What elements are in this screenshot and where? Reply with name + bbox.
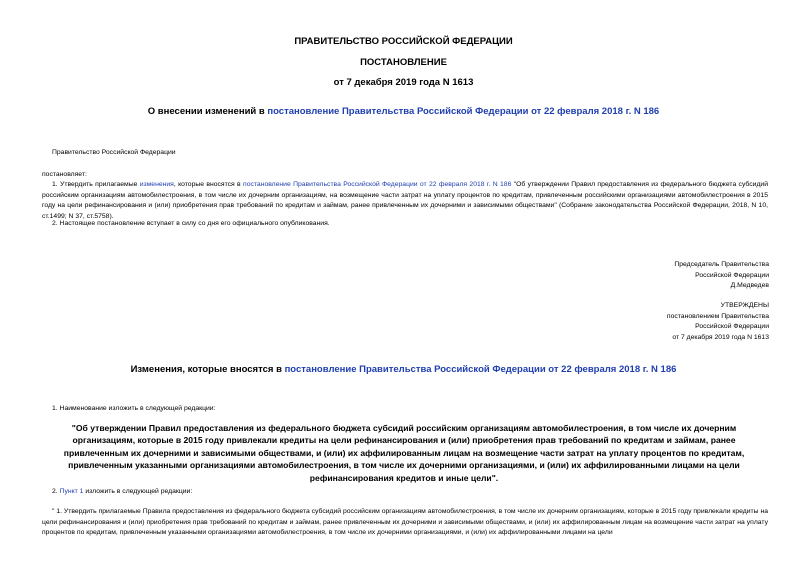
item-1 bbox=[42, 180, 768, 222]
point-1-link[interactable]: Пункт 1 bbox=[59, 488, 84, 495]
item-2: 2. Настоящее постановление вступает в силу со дня его официального опубликования. bbox=[52, 220, 330, 227]
signature-block bbox=[674, 260, 769, 292]
change-2-rest: изложить в следующей редакции: bbox=[83, 488, 193, 495]
new-name-quote: "Об утверждении Правил предоставления из федерального бюджета субсидий российским организациям автомобилестроения, в том числе их дочерним организациям, которые в 2015 году привлекали кредиты на цели рефинансирования и (или) приобретения прав требований по кредитам и займам, ранее привлеченным их дочерними и зависимыми обществами, и (или) их аффилированным лицам на возмещение части затрат на уплату процентов по кредитам, привлеченным указанными организациями автомобилестроения, в том числе их дочерними организациями, и (или) их аффилированными лицами на цели рефинансирования кредитов и иные цели". bbox=[63, 423, 745, 483]
title-prefix: О внесении изменений в bbox=[147, 106, 268, 117]
document-title bbox=[0, 106, 807, 117]
changes-title-prefix: Изменения, которые вносятся в bbox=[130, 364, 285, 375]
approval-block bbox=[667, 301, 769, 343]
changes-title-link[interactable]: постановление Правительства Российской Федерации от 22 февраля 2018 г. N 186 bbox=[284, 364, 677, 375]
rule-text bbox=[42, 507, 768, 539]
change-1: 1. Наименование изложить в следующей редакции: bbox=[52, 405, 216, 412]
doc-type-heading: ПОСТАНОВЛЕНИЕ bbox=[360, 57, 447, 68]
changes-title bbox=[0, 364, 807, 375]
item1-changes-link[interactable]: изменения bbox=[139, 181, 174, 188]
approval-line-2: постановлением Правительства bbox=[666, 312, 769, 320]
signature-name: Д.Медведев bbox=[730, 282, 769, 290]
item1-start: 1. Утвердить прилагаемые bbox=[52, 181, 140, 188]
gov-line: Правительство Российской Федерации bbox=[52, 149, 176, 156]
approval-line-4: от 7 декабря 2019 года N 1613 bbox=[672, 333, 769, 341]
item1-end: (Собрание законодательства Российской Федерации, 2018, N 10, ст.1499; N 37, ст.5758). bbox=[42, 202, 768, 220]
date-number-heading: от 7 декабря 2019 года N 1613 bbox=[333, 77, 474, 88]
approval-line-3: Российской Федерации bbox=[695, 323, 769, 331]
approval-line-1: УТВЕРЖДЕНЫ bbox=[720, 302, 769, 309]
government-heading: ПРАВИТЕЛЬСТВО РОССИЙСКОЙ ФЕДЕРАЦИИ bbox=[294, 36, 513, 47]
post-line: постановляет: bbox=[42, 171, 87, 178]
change-2 bbox=[52, 487, 192, 498]
item1-quote: "Об утверждении Правил предоставления из федерального бюджета субсидий российским организациям автомобилестроения, в том числе их дочерним организациям, на возмещение части затрат на уплату процентов по кредитам, привлеченным российскими организациями автомобилестроения в 2015 году на цели рефинансирования и (или) приобретения прав требований по кредитам и займам, ранее привлеченным их дочерними и зависимыми обществами" bbox=[42, 181, 769, 210]
signature-position-1: Председатель Правительства bbox=[674, 261, 769, 268]
item1-mid: , которые вносятся в bbox=[173, 181, 244, 188]
title-link[interactable]: постановление Правительства Российской Федерации от 22 февраля 2018 г. N 186 bbox=[267, 106, 660, 117]
change-2-num: 2. bbox=[52, 488, 60, 495]
item1-decree-link[interactable]: постановление Правительства Российской Федерации от 22 февраля 2018 г. N 186 bbox=[243, 181, 512, 188]
signature-position-2: Российской Федерации bbox=[695, 271, 769, 279]
rule-body: " 1. Утвердить прилагаемые Правила предоставления из федерального бюджета субсидий российским организациям автомобилестроения, в том числе их дочерним организациям, которые в 2015 году привлекали кредиты на цели рефинансирования и (или) приобретения прав требований по кредитам и займам, ранее привлеченным их дочерними и зависимыми обществами, и (или) их аффилированным лицам на возмещение части затрат на уплату процентов по кредитам, привлеченным указанными организациями автомобилестроения, в том числе их дочерними организациями, и (или) их аффилированными лицами на цели bbox=[42, 508, 768, 537]
